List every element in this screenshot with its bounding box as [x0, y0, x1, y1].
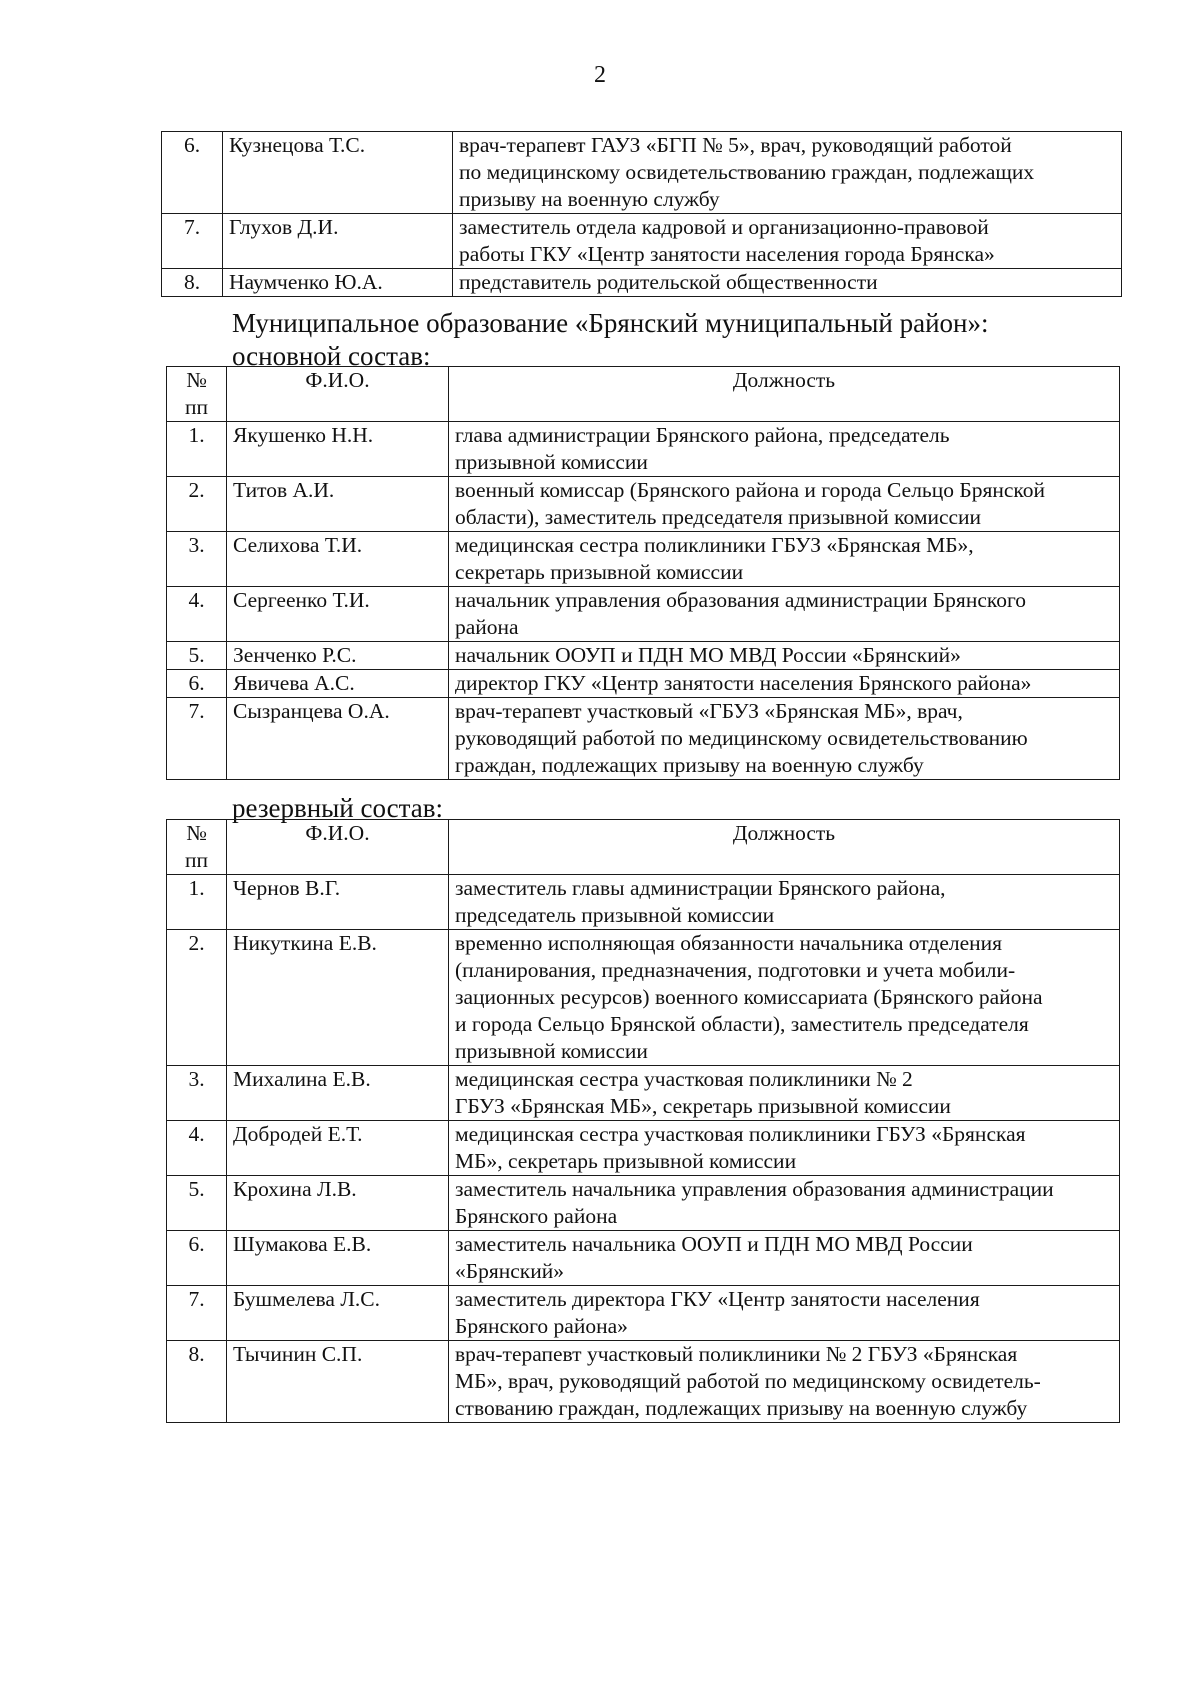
header-number-sign: № — [186, 821, 207, 845]
table-row — [167, 1066, 1120, 1121]
table-row — [162, 214, 1122, 269]
row-number: 4. — [167, 587, 227, 642]
person-name: Чернов В.Г. — [227, 875, 449, 930]
header-position: Должность — [449, 367, 1120, 422]
row-number: 1. — [167, 875, 227, 930]
main-composition-table — [166, 366, 1120, 780]
position-line: руководящий работой по медицинскому освидетельствованию — [455, 726, 1028, 750]
table-row — [167, 1121, 1120, 1176]
row-number: 2. — [167, 930, 227, 1066]
row-number: 2. — [167, 477, 227, 532]
person-name: Сергеенко Т.И. — [227, 587, 449, 642]
position-cell — [449, 1176, 1120, 1231]
position-cell — [449, 1286, 1120, 1341]
position-line: заместитель начальника ООУП и ПДН МО МВД России — [455, 1232, 973, 1256]
person-name: Шумакова Е.В. — [227, 1231, 449, 1286]
position-line: председатель призывной комиссии — [455, 903, 775, 927]
table-row — [167, 670, 1120, 698]
person-name: Тычинин С.П. — [227, 1341, 449, 1423]
position-line: области), заместитель председателя призывной комиссии — [455, 505, 982, 529]
position-cell — [449, 930, 1120, 1066]
person-name: Зенченко Р.С. — [227, 642, 449, 670]
position-cell — [449, 587, 1120, 642]
position-line: призыву на военную службу — [459, 187, 720, 211]
position-line: заместитель начальника управления образования администрации — [455, 1177, 1054, 1201]
position-cell — [453, 269, 1122, 297]
table-row — [167, 422, 1120, 477]
row-number: 7. — [162, 214, 223, 269]
person-name: Бушмелева Л.С. — [227, 1286, 449, 1341]
position-line: заместитель главы администрации Брянского района, — [455, 876, 946, 900]
person-name: Кузнецова Т.С. — [223, 132, 453, 214]
table-row — [167, 875, 1120, 930]
main-composition-heading: основной состав: — [232, 341, 431, 371]
position-line: заместитель отдела кадровой и организационно-правовой — [459, 215, 989, 239]
position-line: медицинская сестра участковая поликлиники № 2 — [455, 1067, 913, 1091]
table-row — [167, 642, 1120, 670]
position-line: (планирования, предназначения, подготовки и учета мобили- — [455, 958, 1016, 982]
table-row — [167, 477, 1120, 532]
table-row — [167, 698, 1120, 780]
person-name: Титов А.И. — [227, 477, 449, 532]
position-line: района — [455, 615, 519, 639]
position-cell — [449, 1121, 1120, 1176]
table-row — [167, 930, 1120, 1066]
position-cell — [449, 698, 1120, 780]
position-line: военный комиссар (Брянского района и города Сельцо Брянской — [455, 478, 1046, 502]
table-row — [167, 1341, 1120, 1423]
position-line: по медицинскому освидетельствованию граждан, подлежащих — [459, 160, 1035, 184]
person-name: Сызранцева О.А. — [227, 698, 449, 780]
person-name: Михалина Е.В. — [227, 1066, 449, 1121]
row-number: 6. — [167, 670, 227, 698]
position-line: временно исполняющая обязанности начальника отделения — [455, 931, 1003, 955]
position-cell — [449, 477, 1120, 532]
table-row — [167, 587, 1120, 642]
position-line: зационных ресурсов) военного комиссариата (Брянского района — [455, 985, 1043, 1009]
position-line: «Брянский» — [455, 1259, 564, 1283]
position-line: медицинская сестра поликлиники ГБУЗ «Брянская МБ», — [455, 533, 974, 557]
position-cell — [449, 642, 1120, 670]
position-line: Брянского района — [455, 1204, 618, 1228]
person-name: Наумченко Ю.А. — [223, 269, 453, 297]
table-row — [162, 269, 1122, 297]
row-number: 7. — [167, 1286, 227, 1341]
position-cell — [449, 422, 1120, 477]
row-number: 1. — [167, 422, 227, 477]
row-number: 8. — [162, 269, 223, 297]
position-cell — [449, 875, 1120, 930]
reserve-composition-table — [166, 819, 1120, 1423]
person-name: Добродей Е.Т. — [227, 1121, 449, 1176]
position-line: граждан, подлежащих призыву на военную службу — [455, 753, 924, 777]
row-number: 3. — [167, 532, 227, 587]
row-number: 4. — [167, 1121, 227, 1176]
reserve-composition-heading: резервный состав: — [232, 793, 444, 823]
person-name: Явичева А.С. — [227, 670, 449, 698]
table-header-row — [167, 820, 1120, 875]
position-line: врач-терапевт участковый поликлиники № 2 ГБУЗ «Брянская — [455, 1342, 1018, 1366]
row-number: 3. — [167, 1066, 227, 1121]
position-line: начальник ООУП и ПДН МО МВД России «Брянский» — [455, 643, 961, 667]
position-cell — [449, 532, 1120, 587]
table-row — [162, 132, 1122, 214]
header-number-pp: пп — [184, 395, 208, 419]
row-number: 6. — [167, 1231, 227, 1286]
position-line: Брянского района» — [455, 1314, 628, 1338]
position-cell — [449, 1341, 1120, 1423]
row-number: 6. — [162, 132, 223, 214]
row-number: 5. — [167, 642, 227, 670]
table-header-row — [167, 367, 1120, 422]
position-line: врач-терапевт участковый «ГБУЗ «Брянская МБ», врач, — [455, 699, 963, 723]
position-line: МБ», врач, руководящий работой по медицинскому освидетель- — [455, 1369, 1041, 1393]
header-position: Должность — [449, 820, 1120, 875]
page-number: 2 — [594, 62, 606, 88]
header-number — [167, 367, 227, 422]
header-name: Ф.И.О. — [227, 367, 449, 422]
position-line: МБ», секретарь призывной комиссии — [455, 1149, 797, 1173]
position-cell — [453, 132, 1122, 214]
person-name: Селихова Т.И. — [227, 532, 449, 587]
header-number-sign: № — [186, 368, 207, 392]
position-line: ствованию граждан, подлежащих призыву на военную службу — [455, 1396, 1028, 1420]
position-line: врач-терапевт ГАУЗ «БГП № 5», врач, руководящий работой — [459, 133, 1012, 157]
position-line: глава администрации Брянского района, председатель — [455, 423, 950, 447]
position-cell — [449, 1231, 1120, 1286]
position-cell — [449, 1066, 1120, 1121]
municipality-heading: Муниципальное образование «Брянский муниципальный район»: — [232, 308, 989, 338]
position-line: директор ГКУ «Центр занятости населения Брянского района» — [455, 671, 1032, 695]
row-number: 7. — [167, 698, 227, 780]
position-line: начальник управления образования администрации Брянского — [455, 588, 1027, 612]
header-number-pp: пп — [184, 848, 208, 872]
position-line: призывной комиссии — [455, 1039, 648, 1063]
position-line: секретарь призывной комиссии — [455, 560, 744, 584]
person-name: Глухов Д.И. — [223, 214, 453, 269]
header-number — [167, 820, 227, 875]
position-line: представитель родительской общественности — [459, 270, 878, 294]
position-line: работы ГКУ «Центр занятости населения города Брянска» — [459, 242, 995, 266]
position-line: медицинская сестра участковая поликлиники ГБУЗ «Брянская — [455, 1122, 1026, 1146]
position-line: призывной комиссии — [455, 450, 648, 474]
row-number: 8. — [167, 1341, 227, 1423]
position-cell — [453, 214, 1122, 269]
row-number: 5. — [167, 1176, 227, 1231]
position-cell — [449, 670, 1120, 698]
person-name: Никуткина Е.В. — [227, 930, 449, 1066]
position-line: ГБУЗ «Брянская МБ», секретарь призывной комиссии — [455, 1094, 951, 1118]
table-row — [167, 1176, 1120, 1231]
table-row — [167, 1286, 1120, 1341]
position-line: заместитель директора ГКУ «Центр занятости населения — [455, 1287, 980, 1311]
person-name: Крохина Л.В. — [227, 1176, 449, 1231]
header-name: Ф.И.О. — [227, 820, 449, 875]
position-line: и города Сельцо Брянской области), заместитель председателя — [455, 1012, 1029, 1036]
continuation-table — [161, 131, 1122, 297]
table-row — [167, 532, 1120, 587]
person-name: Якушенко Н.Н. — [227, 422, 449, 477]
table-row — [167, 1231, 1120, 1286]
